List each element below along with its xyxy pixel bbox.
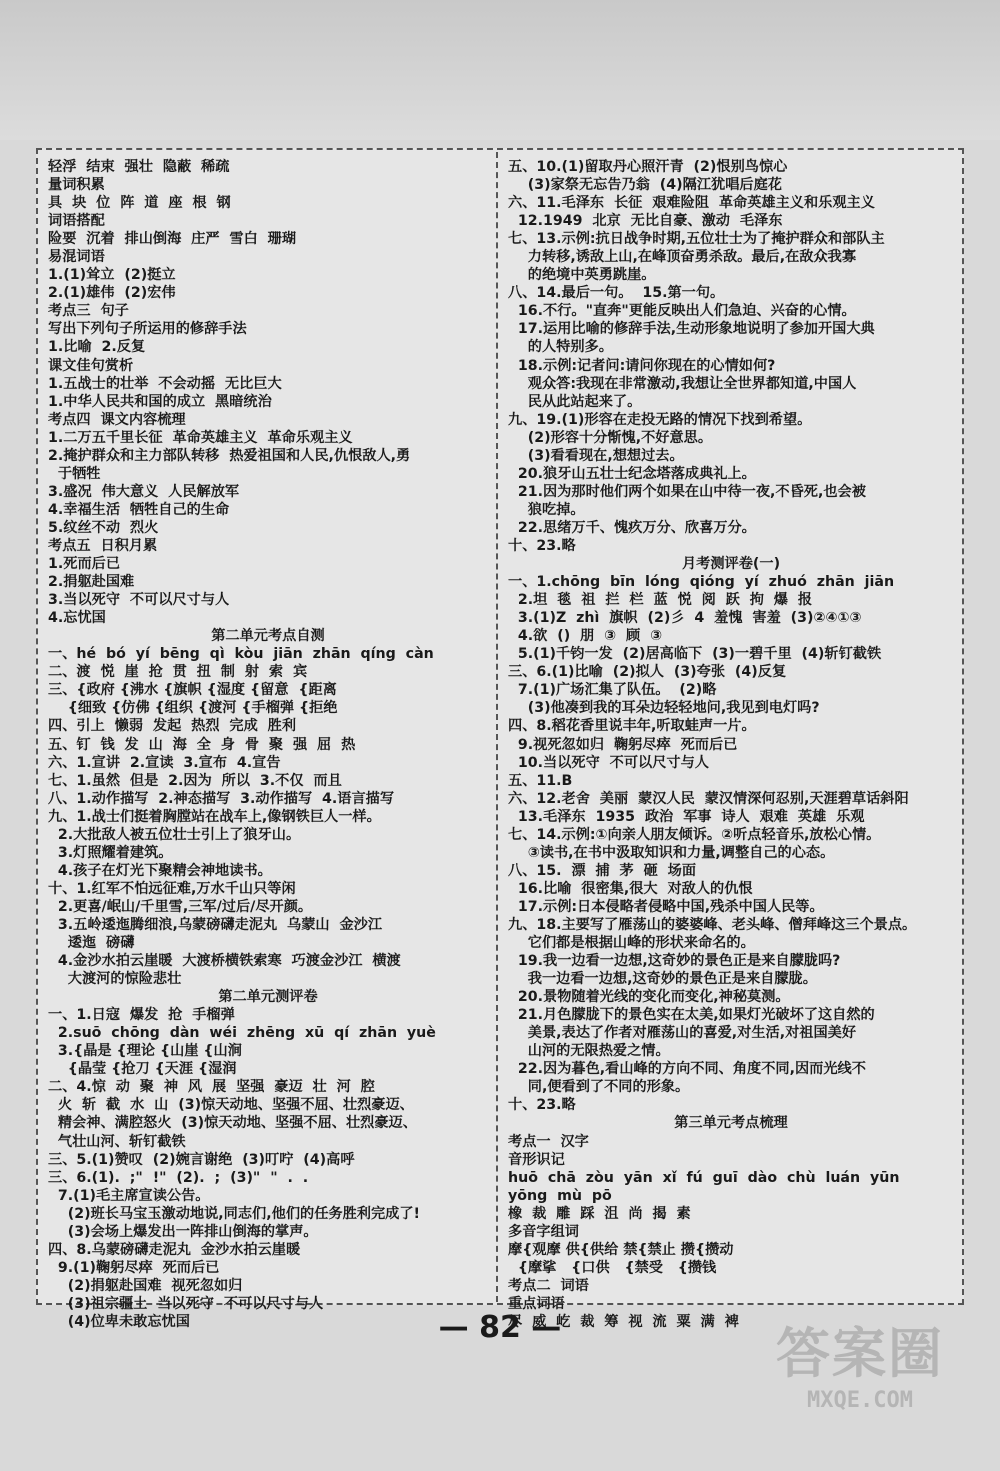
answer-line: 具 块 位 阵 道 座 根 钢 [48,195,231,212]
column-divider [496,152,498,1302]
answer-line: 词语搭配 [48,213,105,230]
answer-line: 4.孩子在灯光下聚精会神地读书。 [48,862,272,879]
section-title: 月考测评卷(一) [681,556,781,573]
answer-line: 16.比喻 很密集,很大 对敌人的仇恨 [508,880,753,897]
answer-line: 五、11.B [508,772,573,789]
answer-line: 20.景物随着光线的变化而变化,神秘莫测。 [508,989,790,1006]
answer-line: 18.示例:记者问:请问你现在的心情如何? [508,357,776,374]
answer-line: 七、14.示例:①向亲人朋友倾诉。②听点轻音乐,放松心情。 [508,826,881,843]
answer-line: 八、1.动作描写 2.神态描写 3.动作描写 4.语言描写 [48,790,395,807]
answer-line: 22.思绪万千、愧疚万分、欣喜万分。 [508,519,756,536]
answer-line: 3.(1)Z zhì 旗帜 (2)彡 4 羞愧 害羞 (3)②④①③ [508,610,862,627]
answer-line: 多音字组词 [508,1223,579,1240]
answer-line: 3.灯照耀着建筑。 [48,844,173,861]
answer-line: 的人特别多。 [508,339,613,356]
answer-line: 音形识记 [508,1151,565,1168]
answer-line: 三、5.(1)赞叹 (2)婉言谢绝 (3)叮咛 (4)高呼 [48,1151,355,1168]
answer-line: 观众答:我现在非常激动,我想让全世界都知道,中国人 [508,375,857,392]
answer-line: 易混词语 [48,249,105,266]
watermark-title: 答案圈 [776,1322,944,1385]
answer-line: 17.示例:日本侵略者侵略中国,残杀中国人民等。 [508,898,824,915]
answer-line: 1.比喻 2.反复 [48,339,146,356]
answer-line: {摩挲 {口供 {禁受 {攒钱 [508,1259,717,1276]
answer-line: 五、钉 钱 发 山 海 全 身 骨 聚 强 屈 热 [48,736,356,753]
answer-line: 六、11.毛泽东 长征 艰难险阻 革命英雄主义和乐观主义 [508,195,875,212]
answer-line: 精会神、满腔怒火 (3)惊天动地、坚强不屈、壮烈豪迈、 [48,1115,417,1132]
top-band [0,0,1000,140]
answer-line: 5.(1)千钧一发 (2)居高临下 (3)一碧千里 (4)斩钉截铁 [508,646,882,663]
answer-line: 逶迤 磅礴 [48,935,135,952]
answer-line: (3)家祭无忘告乃翁 (4)隔江犹唱后庭花 [508,177,782,194]
answer-line: 九、19.(1)形容在走投无路的情况下找到希望。 [508,411,812,428]
answer-line: 我一边看一边想,这奇妙的景色正是来自朦胧。 [508,971,817,988]
answer-line: 山河的无限热爱之情。 [508,1043,670,1060]
answer-line: 九、1.战士们挺着胸膛站在战车上,像钢铁巨人一样。 [48,808,381,825]
answer-line: 四、引上 懒弱 发起 热烈 完成 胜利 [48,718,297,735]
watermark-url: MXQE.COM [807,1388,913,1413]
watermark-logo [760,1311,960,1431]
answer-line: 4.幸福生活 牺牲自己的生命 [48,501,230,518]
answer-line: 三、6.(1)比喻 (2)拟人 (3)夸张 (4)反复 [508,664,787,681]
answer-line: 1.中华人民共和国的成立 黑暗统治 [48,393,272,410]
answer-line: 1.五战士的壮举 不会动摇 无比巨大 [48,375,282,392]
answer-line: 考点五 日积月累 [48,537,158,554]
answer-line: (3)祖宗疆土 当以死守 不可以尺寸与人 [48,1295,324,1312]
answer-line: 它们都是根据山峰的形状来命名的。 [508,935,755,952]
answer-line: 考点一 汉字 [508,1133,589,1150]
answer-line: 十、23.略 [508,537,576,554]
section-title: 第二单元考点自测 [211,628,325,645]
answer-line: 2.(1)雄伟 (2)宏伟 [48,285,176,302]
answer-line: 八、14.最后一句。 15.第一句。 [508,285,725,302]
answer-line: 五、10.(1)留取丹心照汗青 (2)恨别鸟惊心 [508,159,788,175]
answer-line: 13.毛泽东 1935 政治 军事 诗人 艰难 英雄 乐观 [508,808,865,825]
answer-line: 四、8.稻花香里说丰年,听取蛙声一片。 [508,718,756,735]
answer-line: 16.不行。"直奔"更能反映出人们急迫、兴奋的心情。 [508,303,856,320]
answer-line: 1.死而后已 [48,556,121,573]
answer-line: 二、渡 悦 崖 抢 贯 扭 制 射 索 宾 [48,664,308,681]
answer-line: 美景,表达了作者对雁荡山的喜爱,对生活,对祖国美好 [508,1025,857,1042]
answer-line: (3)他凑到我的耳朵边轻轻地问,我见到电灯吗? [508,700,820,717]
answer-line: 2.捐躯赴国难 [48,574,135,591]
answer-line: 一、1.日寇 爆发 抢 手榴弹 [48,1007,235,1024]
answer-line: 橡 裁 雕 踩 沮 尚 揭 素 [508,1205,691,1222]
answer-line: 17.运用比喻的修辞手法,生动形象地说明了参加开国大典 [508,321,875,338]
answer-line: (2)捐躯赴国难 视死忽如归 [48,1277,243,1294]
answer-line: 10.当以死守 不可以尺寸与人 [508,754,709,771]
answer-line: 9.视死忽如归 鞠躬尽瘁 死而后已 [508,736,738,753]
answer-line: 20.狼牙山五壮士纪念塔落成典礼上。 [508,465,756,482]
answer-line: 4.金沙水拍云崖暖 大渡桥横铁索寒 巧渡金沙江 横渡 [48,953,401,970]
answer-line: 1.二万五千里长征 革命英雄主义 革命乐观主义 [48,429,353,446]
answer-line: 十、1.红军不怕远征难,万水千山只等闲 [48,880,296,897]
answer-line: 量词积累 [48,177,105,194]
answer-line: 一、1.chōng bīn lóng qióng yí zhuó zhān jiān [508,574,895,591]
answer-line: 22.因为暮色,看山峰的方向不同、角度不同,因而光线不 [508,1061,866,1078]
answer-line: 一、hé bó yí bēng qì kòu jiān zhān qíng càn [48,646,434,663]
answer-line: 的绝境中英勇跳崖。 [508,267,656,284]
answer-line: 5.纹丝不动 烈火 [48,519,159,536]
answer-line: 2.大批敌人被五位壮士引上了狼牙山。 [48,826,301,843]
answer-line: 2.更喜/岷山/千里雪,三军/过后/尽开颜。 [48,898,313,915]
answer-line: 轻浮 结束 强壮 隐蔽 稀疏 [48,159,230,175]
answer-line: 21.因为那时他们两个如果在山中待一夜,不昏死,也会被 [508,483,866,500]
answer-line: (2)形容十分惭愧,不好意思。 [508,429,713,446]
answer-line: 于牺牲 [48,465,101,482]
answer-line: 3.{晶是 {理论 {山崖 {山涧 [48,1043,242,1060]
answer-line: 2.suō chōng dàn wéi zhēng xū qí zhān yuè [48,1025,436,1042]
answer-line: 考点四 课文内容梳理 [48,411,186,428]
answer-line: 写出下列句子所运用的修辞手法 [48,321,247,338]
answer-line: 2.掩护群众和主力部队转移 热爱祖国和人民,仇恨敌人,勇 [48,447,411,464]
answer-line: ③读书,在书中汲取知识和力量,调整自己的心态。 [508,844,835,861]
answer-line: (2)班长马宝玉激动地说,同志们,他们的任务胜利完成了! [48,1205,420,1222]
answer-line: 课文佳句赏析 [48,357,134,374]
answer-line: 12.1949 北京 无比自豪、激动 毛泽东 [508,213,783,230]
answer-line: 民从此站起来了。 [508,393,642,410]
answer-line: 三、{政府 {沸水 {旗帜 {湿度 {留意 {距离 [48,682,337,699]
answer-line: 大渡河的惊险悲壮 [48,971,182,988]
answer-line: (3)会场上爆发出一阵排山倒海的掌声。 [48,1223,318,1240]
answer-line: 力转移,诱敌上山,在峰顶奋勇杀敌。最后,在敌众我寡 [508,249,857,266]
answer-line: 1.(1)耸立 (2)挺立 [48,267,176,284]
answer-line: 3.当以死守 不可以尺寸与人 [48,592,230,609]
answer-line: 狼吃掉。 [508,501,585,518]
answer-line: 四、8.乌蒙磅礴走泥丸 金沙水拍云崖暖 [48,1241,301,1258]
answer-line: 八、15. 漂 捕 茅 砸 场面 [508,862,697,879]
answer-line: 险要 沉着 排山倒海 庄严 雪白 珊瑚 [48,231,297,248]
right-column [508,158,954,1331]
answer-line: 六、12.老舍 美丽 蒙汉人民 蒙汉情深何忍别,天涯碧草话斜阳 [508,790,909,807]
answer-line: 六、1.宣讲 2.宣读 3.宣布 4.宣告 [48,754,281,771]
left-column [48,158,488,1331]
answer-line: 考点二 词语 [508,1277,589,1294]
answer-line: 21.月色朦胧下的景色实在太美,如果灯光破坏了这自然的 [508,1007,875,1024]
answer-line: 2.坦 毯 祖 拦 栏 蓝 悦 阅 跃 拘 爆 报 [508,592,813,609]
answer-line: 气壮山河、斩钉截铁 [48,1133,186,1150]
answer-line: 同,便看到了不同的形象。 [508,1079,690,1096]
answer-line: 4.忘忧国 [48,610,106,627]
answer-line: 19.我一边看一边想,这奇妙的景色正是来自朦胧吗? [508,953,841,970]
answer-line: 十、23.略 [508,1097,576,1114]
answer-line: 考点三 句子 [48,303,129,320]
answer-line: 9.(1)鞠躬尽瘁 死而后已 [48,1259,220,1276]
answer-line: 尽 威 屹 裁 筹 视 流 粟 满 裨 [508,1314,739,1330]
answer-line: 3.盛况 伟大意义 人民解放军 [48,483,240,500]
answer-line: 二、4.惊 动 聚 神 风 展 坚强 豪迈 壮 河 腔 [48,1079,375,1096]
answer-line: 7.(1)毛主席宣读公告。 [48,1187,210,1204]
answer-line: 火 斩 截 水 山 (3)惊天动地、坚强不屈、壮烈豪迈、 [48,1097,414,1114]
section-title: 第三单元考点梳理 [674,1115,788,1132]
answer-line: 7.(1)广场汇集了队伍。 (2)略 [508,682,717,699]
page-number: — 82 — [438,1310,562,1345]
answer-line: 七、13.示例:抗日战争时期,五位壮士为了掩护群众和部队主 [508,231,885,248]
answer-line: 3.五岭逶迤腾细浪,乌蒙磅礴走泥丸 乌蒙山 金沙江 [48,916,383,933]
answer-line: {晶莹 {抢刀 {天涯 {湿润 [48,1061,237,1078]
answer-line: 七、1.虽然 但是 2.因为 所以 3.不仅 而且 [48,772,342,789]
section-title: 第二单元测评卷 [218,989,318,1006]
answer-line: huō chā zòu yān xǐ fú guī dào chù luán yūn [508,1169,900,1186]
answer-line: (3)看看现在,想想过去。 [508,447,684,464]
answer-line: yōng mù pō [508,1187,612,1204]
answer-line: 三、6.(1). ;" !" (2). ; (3)" " . . [48,1169,309,1186]
answer-line: 4.欲 () 朋 ③ 顾 ③ [508,628,663,645]
answer-line: 摩{观摩 供{供给 禁{禁止 攒{攒动 [508,1241,734,1258]
answer-line: 重点词语 [508,1295,565,1312]
answer-line: (4)位卑未敢忘忧国 [48,1314,190,1330]
answer-line: {细致 {仿佛 {组织 {渡河 {手榴弹 {拒绝 [48,700,338,717]
answer-line: 九、18.主要写了雁荡山的婆婆峰、老头峰、僧拜峰这三个景点。 [508,916,917,933]
